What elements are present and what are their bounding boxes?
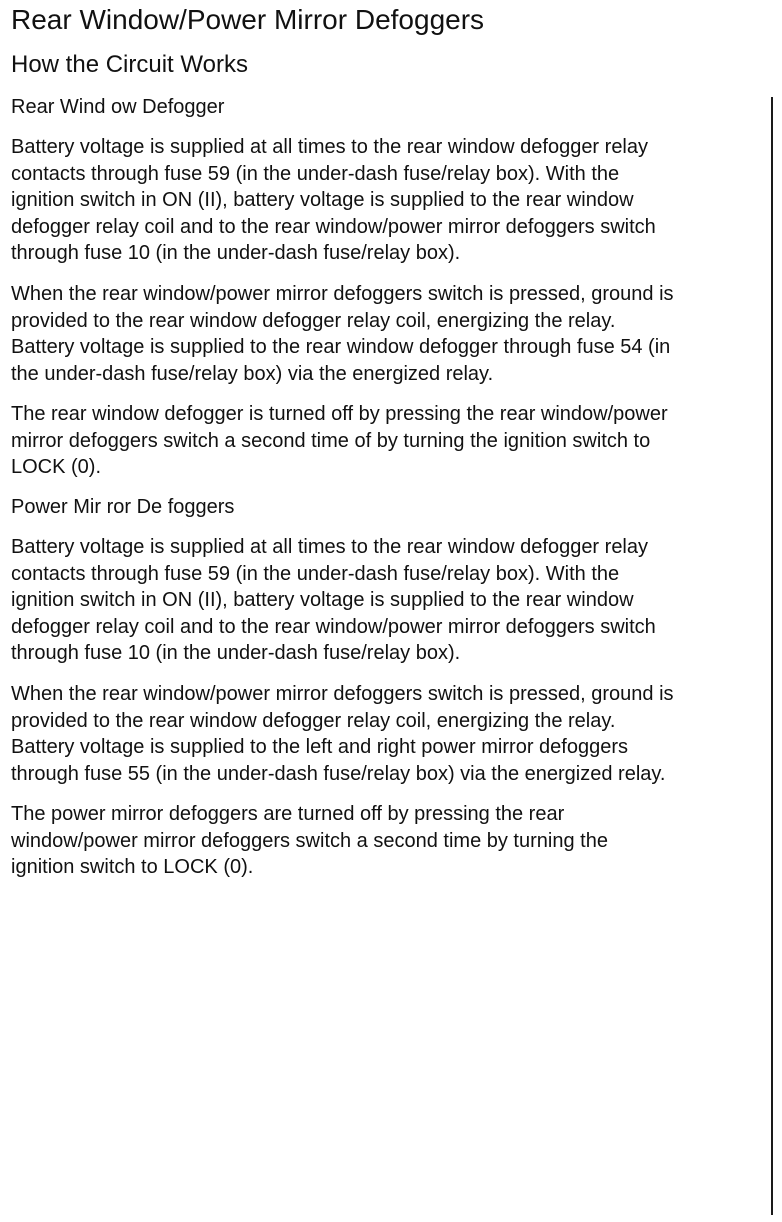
section-title: How the Circuit Works (11, 51, 248, 78)
paragraph-power-mirror-2: When the rear window/power mirror defoggers switch is pressed, ground is provided to the rear window defogger relay coil, energizing the relay. Battery voltage is supplied to the left and right power mirror defoggers through fuse 55 (in the under-dash fuse/relay box) via the energized relay. (11, 683, 674, 785)
subsection-heading-rear-window: Rear Wind ow Defogger (11, 96, 225, 118)
paragraph-rear-window-2: When the rear window/power mirror defoggers switch is pressed, ground is provided to the rear window defogger relay coil, energizing the relay. Battery voltage is supplied to the rear window defogger through fuse 54 (in the under-dash fuse/relay box) via the energized relay. (11, 283, 674, 385)
page-edge-divider (771, 97, 773, 1215)
document-title: Rear Window/Power Mirror Defoggers (11, 4, 485, 35)
paragraph-power-mirror-3: The power mirror defoggers are turned off by pressing the rear window/power mirror defoggers switch a second time by turning the ignition switch to LOCK (0). (11, 803, 608, 879)
paragraph-rear-window-1: Battery voltage is supplied at all times to the rear window defogger relay contacts through fuse 59 (in the under-dash fuse/relay box). With the ignition switch in ON (II), battery voltage is supplied to the rear window defogger relay coil and to the rear window/power mirror defoggers switch through fuse 10 (in the under-dash fuse/relay box). (11, 136, 656, 265)
paragraph-rear-window-3: The rear window defogger is turned off by pressing the rear window/power mirror defoggers switch a second time of by turning the ignition switch to LOCK (0). (11, 403, 668, 479)
paragraph-power-mirror-1: Battery voltage is supplied at all times to the rear window defogger relay contacts through fuse 59 (in the under-dash fuse/relay box). With the ignition switch in ON (II), battery voltage is supplied to the rear window defogger relay coil and to the rear window/power mirror defoggers switch through fuse 10 (in the under-dash fuse/relay box). (11, 536, 656, 665)
subsection-heading-power-mirror: Power Mir ror De foggers (11, 496, 235, 518)
